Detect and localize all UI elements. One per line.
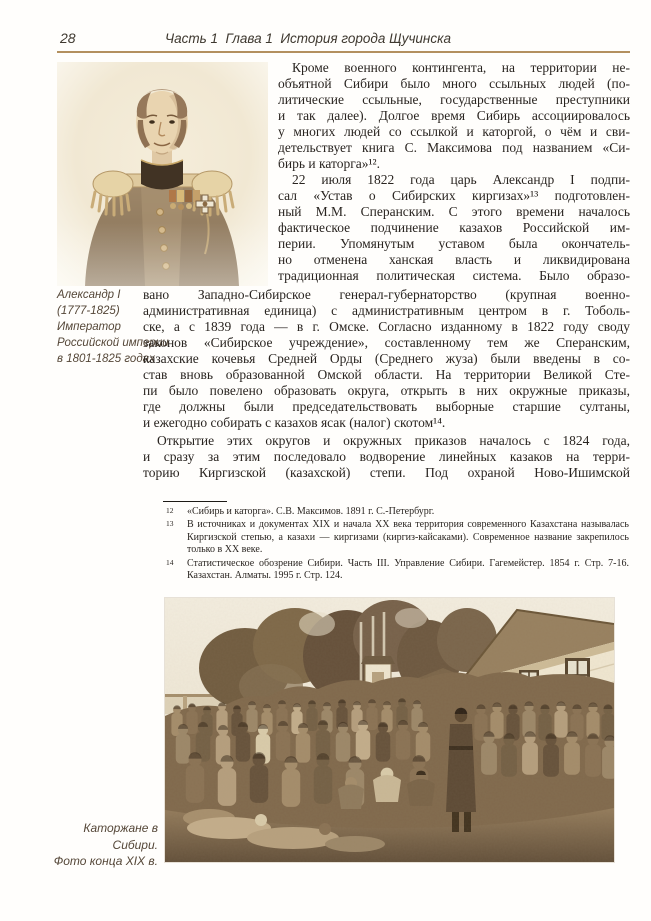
text-line: законов «Сибирское учреждение», составленному тем же Сперанским, bbox=[143, 335, 630, 350]
text-line: Император bbox=[57, 321, 121, 333]
text-line: объятной Сибири было много ссыльных людей (по- bbox=[278, 76, 630, 91]
footnote-text: Статистическое обозрение Сибири. Часть III. Управление Сибири. Гагемейстер. 1854 г. Стр. 7-16. Казахстан. Алматы. 1995 г. Стр. 124. bbox=[187, 557, 629, 582]
portrait-vignette bbox=[57, 222, 268, 286]
paragraph-1 bbox=[278, 60, 630, 172]
text-line: ный М.М. Сперанским. С этого времени началось bbox=[278, 204, 630, 219]
text-line: где должны были председательствовать выборные старшие султаны, bbox=[143, 399, 630, 414]
text-line: казахские кочевья Средней Орды (Среднего жуза) были введены в со- bbox=[143, 351, 630, 366]
text-line: бирь и каторга»¹². bbox=[278, 156, 380, 171]
text-line: и сразу за этим последовало водворение линейных казаков на терри- bbox=[143, 449, 630, 464]
text-line: у многих людей со ссылкой и каторгой, о чём и сви- bbox=[278, 124, 630, 139]
header-rule bbox=[57, 51, 630, 53]
paragraph-2-full-part bbox=[143, 287, 630, 431]
text-line: ске, а с 1839 года — в г. Омске. Согласно изданному в 1822 году своду bbox=[143, 319, 630, 334]
footnote-text: «Сибирь и каторга». С.В. Максимов. 1891 г. С.-Петербург. bbox=[187, 506, 435, 517]
text-line: Александр I bbox=[57, 289, 121, 301]
text-line: традиционная политическая система. Было образо- bbox=[278, 268, 630, 283]
text-line: став вновь образованной Омской области. На территории Великой Сте- bbox=[143, 367, 630, 382]
text-line: и так далее). Долгое время Сибирь ассоциировалось bbox=[278, 108, 630, 123]
footnote-number: 13 bbox=[166, 519, 174, 529]
footnotes-block bbox=[163, 506, 629, 583]
paragraph-2-column-part bbox=[278, 172, 630, 284]
text-line: Сибири. bbox=[112, 837, 158, 852]
body-column bbox=[278, 60, 630, 284]
footnote-12 bbox=[163, 506, 629, 518]
photo-illustration bbox=[165, 598, 614, 862]
text-line: детельствует книга С. Максимова под названием «Си- bbox=[278, 140, 630, 155]
footnote-separator bbox=[163, 501, 227, 502]
photo-grain bbox=[165, 598, 614, 862]
text-line: и ежегодно собирать с казахов ясак (налог) скотом¹⁴. bbox=[143, 415, 446, 430]
body-paragraph-3 bbox=[143, 433, 630, 481]
footnote-text: В источниках и документах XIX и начала XX века территория современного Казахстана называлась Киргизской степью, а казахи — киргизами (киргиз-кайсаками). Современное название закрепилось только в XX веке. bbox=[187, 519, 629, 556]
text-line: Российской империи bbox=[57, 337, 169, 349]
text-line: Открытие этих округов и окружных приказов началось с 1824 года, bbox=[157, 433, 630, 448]
head bbox=[136, 89, 188, 190]
text-line: сал «Устав о Сибирских киргизах»¹³ подготовлен- bbox=[278, 188, 630, 203]
text-line: административная единица) с административным центром в г. Тоболь- bbox=[143, 303, 630, 318]
photo-image bbox=[165, 598, 614, 862]
text-line: литические ссыльные, государственные преступники bbox=[278, 92, 630, 107]
portrait-illustration bbox=[57, 62, 268, 286]
footnote-number: 12 bbox=[166, 506, 174, 515]
text-line: торию Киргизской (казахской) степи. Под охраной Ново-Ишимской bbox=[143, 465, 630, 480]
text-line: пи было повелено образовать округа, открыть в них окружные приказы, bbox=[143, 383, 630, 398]
text-line: Фото конца XIX в. bbox=[53, 854, 158, 868]
text-line: Кроме военного контингента, на территории не- bbox=[292, 60, 630, 75]
text-line: перии. Упомянутым уставом была окончатель- bbox=[278, 236, 630, 251]
body-full-width bbox=[143, 287, 630, 431]
text-line: 22 июля 1822 года царь Александр I подпи- bbox=[292, 172, 630, 187]
photo-caption bbox=[30, 820, 158, 870]
footnote-14 bbox=[163, 558, 629, 583]
footnote-13 bbox=[163, 519, 629, 556]
text-line: Каторжане в bbox=[83, 821, 158, 835]
page-number: 28 bbox=[60, 30, 76, 46]
text-line: (1777-1825) bbox=[57, 305, 120, 317]
paragraph-3 bbox=[143, 433, 630, 481]
text-line: фактическое подчинение казахов Российской им- bbox=[278, 220, 630, 235]
text-line: но отменена ханская власть и ликвидирована bbox=[278, 252, 630, 267]
portrait-image bbox=[57, 62, 268, 286]
running-header: Часть 1 Глава 1 История города Щучинска bbox=[165, 31, 451, 46]
footnote-number: 14 bbox=[166, 557, 174, 567]
text-line: вано Западно-Сибирское генерал-губернаторство (крупная военно- bbox=[143, 287, 630, 302]
text-line: в 1801-1825 годах bbox=[57, 353, 155, 365]
